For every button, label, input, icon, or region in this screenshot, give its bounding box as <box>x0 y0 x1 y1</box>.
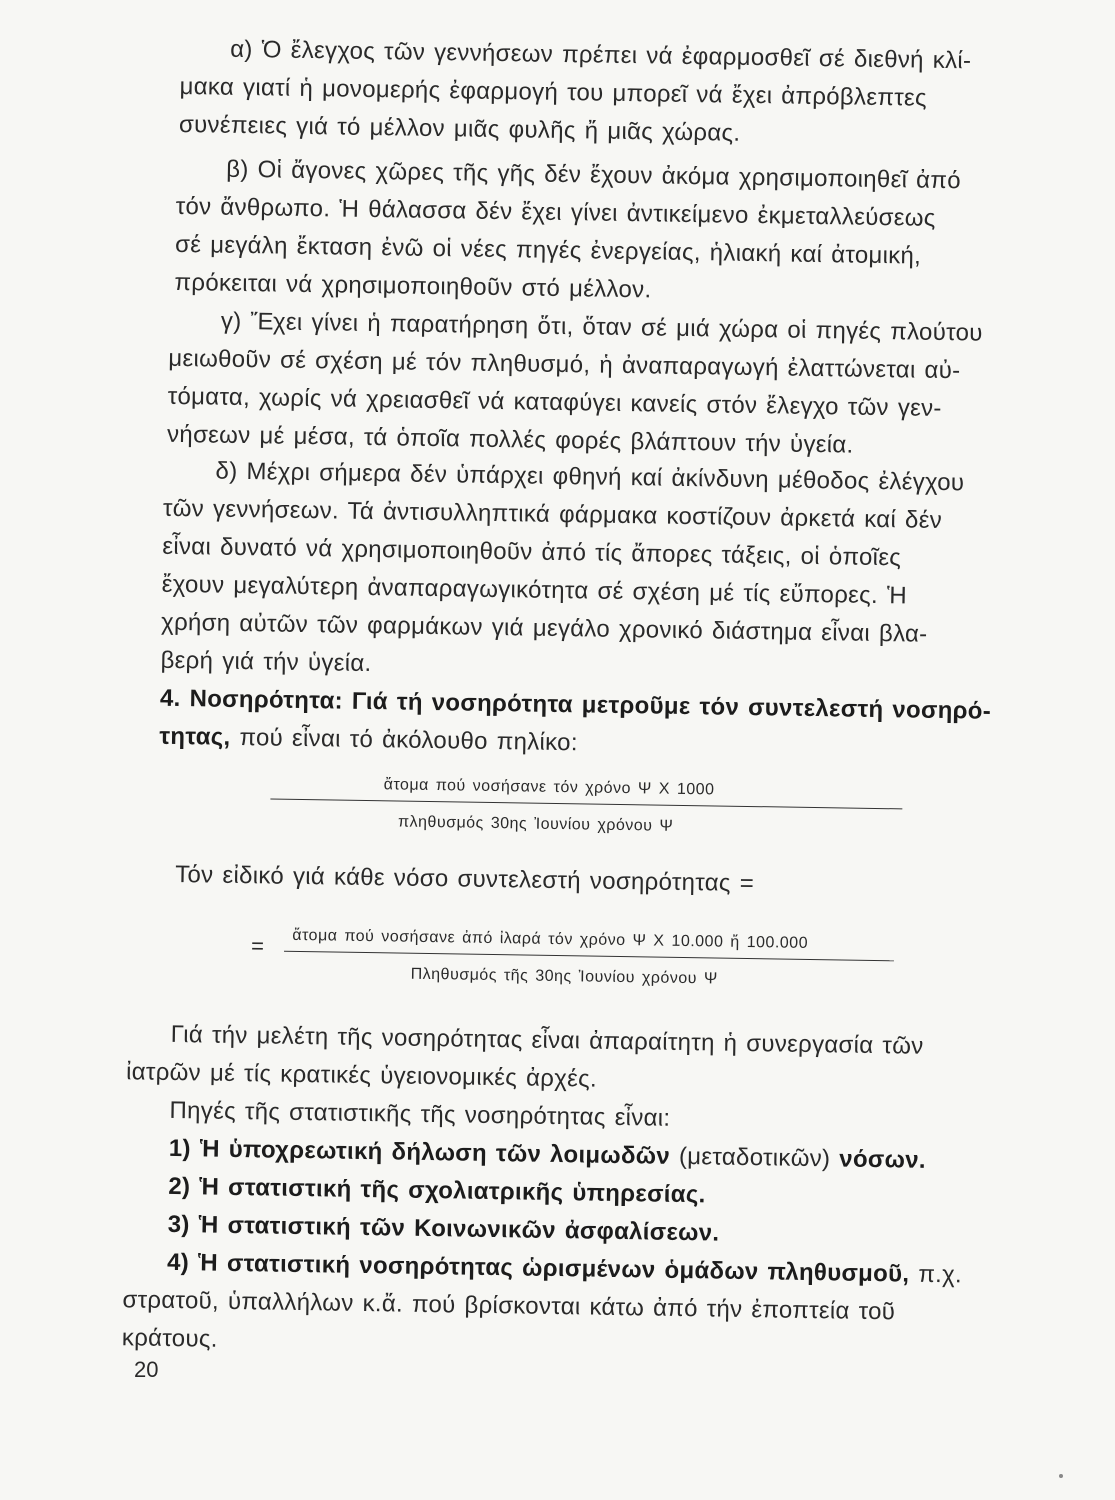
specific-rate-line: Τόν εἰδικό γιά κάθε νόσο συντελεστή νοσηρότητας = <box>174 860 755 898</box>
paragraph-a-line-3: συνέπειες γιά τό μέλλον μιᾶς φυλῆς ἤ μιᾶς χώρας. <box>178 110 741 147</box>
formula-2-equals: = <box>250 933 265 959</box>
section-4-heading: 4. Νοσηρότητα: Γιά τή νοσηρότητα μετροῦμε τόν συντελεστή νοσηρό- <box>159 684 992 725</box>
paragraph-b-line-1: β) Οἱ ἄγονες χῶρες τῆς γῆς δέν ἔχουν ἀκόμα χρησιμοποιηθεῖ ἀπό <box>226 155 962 195</box>
paragraph-d-line-1: δ) Μέχρι σήμερα δέν ὑπάρχει φθηνή καί ἀκίνδυνη μέθοδος ἐλέγχου <box>215 457 965 497</box>
paragraph-d-line-4: ἔχουν μεγαλύτερη ἀναπαραγωγικότητα σέ σχέση μέ τίς εὔπορες. Ἡ <box>161 570 908 610</box>
source-2: 2) Ἡ στατιστική τῆς σχολιατρικῆς ὑπηρεσίας. <box>168 1172 706 1209</box>
paragraph-b-line-3: σέ μεγάλη ἔκταση ἐνῶ οἱ νέες πηγές ἐνεργείας, ἡλιακή καί ἀτομική, <box>174 230 922 270</box>
source-1-paren: (μεταδοτικῶν) <box>669 1142 840 1173</box>
paragraph-c-line-2: μειωθοῦν σέ σχέση μέ τόν πληθυσμό, ἡ ἀναπαραγωγή ἐλαττώνεται αὐ- <box>168 344 961 385</box>
paragraph-d-line-2: τῶν γεννήσεων. Τά ἀντισυλληπτικά φάρμακα κοστίζουν ἀρκετά καί δέν <box>162 494 943 534</box>
cooperation-line-1: Γιά τήν μελέτη τῆς νοσηρότητας εἶναι ἀπαραίτητη ἡ συνεργασία τῶν <box>170 1020 924 1060</box>
source-1 <box>169 1134 926 1176</box>
source-1-bold: 1) Ἡ ὑποχρεωτική δήλωση τῶν λοιμωδῶν <box>168 1134 671 1170</box>
paragraph-d-line-5: χρήση αὐτῶν τῶν φαρμάκων γιά μεγάλο χρονικό διάστημα εἶναι βλα- <box>160 608 928 648</box>
cooperation-line-2: ἰατρῶν μέ τίς κρατικές ὑγειονομικές ἀρχές. <box>125 1058 598 1093</box>
paragraph-a-line-1: α) Ὁ ἔλεγχος τῶν γεννήσεων πρέπει νά ἐφαρμοσθεῖ σέ διεθνή κλί- <box>229 35 972 75</box>
formula-2-numerator: ἄτομα πού νοσήσανε ἀπό ἰλαρά τόν χρόνο Ψ Χ 10.000 ἤ 100.000 <box>292 926 809 952</box>
formula-2-denominator: Πληθυσμός τῆς 30ης Ἰουνίου χρόνου Ψ <box>410 965 718 988</box>
paragraph-c-line-3: τόματα, χωρίς νά χρειασθεῖ νά καταφύγει κανείς στόν ἔλεγχο τῶν γεν- <box>167 382 942 422</box>
formula-1-denominator: πληθυσμός 30ης Ἰουνίου χρόνου Ψ <box>397 813 674 835</box>
page-number: 20 <box>134 1357 159 1382</box>
paragraph-b-line-4: πρόκειται νά χρησιμοποιηθοῦν στό μέλλον. <box>174 268 652 304</box>
paragraph-a-line-2: μακα γιατί ἡ μονομερής ἐφαρμογή του μπορεῖ νά ἔχει ἀπρόβλεπτες <box>179 72 928 112</box>
section-4-term: τητας, <box>159 722 231 751</box>
source-4-rest: π.χ. <box>909 1260 963 1289</box>
scan-speck <box>1059 1474 1063 1478</box>
paragraph-b-line-2: τόν ἄνθρωπο. Ἡ θάλασσα δέν ἔχει γίνει ἀντικείμενο ἐκμεταλλεύσεως <box>175 192 936 232</box>
source-1-end: νόσων. <box>839 1145 927 1174</box>
source-4-line-2: στρατοῦ, ὑπαλλήλων κ.ἄ. πού βρίσκονται κάτω ἀπό τήν ἐποπτεία τοῦ <box>122 1286 896 1326</box>
sources-intro: Πηγές τῆς στατιστικῆς τῆς νοσηρότητας εἶναι: <box>169 1096 671 1132</box>
section-4-rest: πού εἶναι τό ἀκόλουθο πηλίκο: <box>230 723 579 757</box>
formula-1-fraction-bar <box>270 798 902 809</box>
paragraph-c-line-1: γ) Ἔχει γίνει ἡ παρατήρηση ὅτι, ὅταν σέ μιά χώρα οἱ πηγές πλούτου <box>220 307 983 347</box>
paragraph-c-line-4: νήσεων μέ μέσα, τά ὁποῖα πολλές φορές βλάπτουν τήν ὑγεία. <box>166 420 854 459</box>
formula-1-numerator: ἄτομα πού νοσήσανε τόν χρόνο Ψ Χ 1000 <box>383 776 715 799</box>
source-4-bold: 4) Ἡ στατιστική νοσηρότητας ὡρισμένων ὁμάδων πληθυσμοῦ, <box>166 1248 910 1288</box>
section-4-line-2 <box>159 722 578 759</box>
paragraph-d-line-3: εἶναι δυνατό νά χρησιμοποιηθοῦν ἀπό τίς ἄπορες τάξεις, οἱ ὁποῖες <box>162 532 902 572</box>
source-3: 3) Ἡ στατιστική τῶν Κοινωνικῶν ἀσφαλίσεων. <box>167 1210 720 1247</box>
source-4-line-3: κράτους. <box>121 1324 218 1353</box>
paragraph-d-line-6: βερή γιά τήν ὑγεία. <box>160 646 372 678</box>
source-4 <box>167 1248 962 1290</box>
